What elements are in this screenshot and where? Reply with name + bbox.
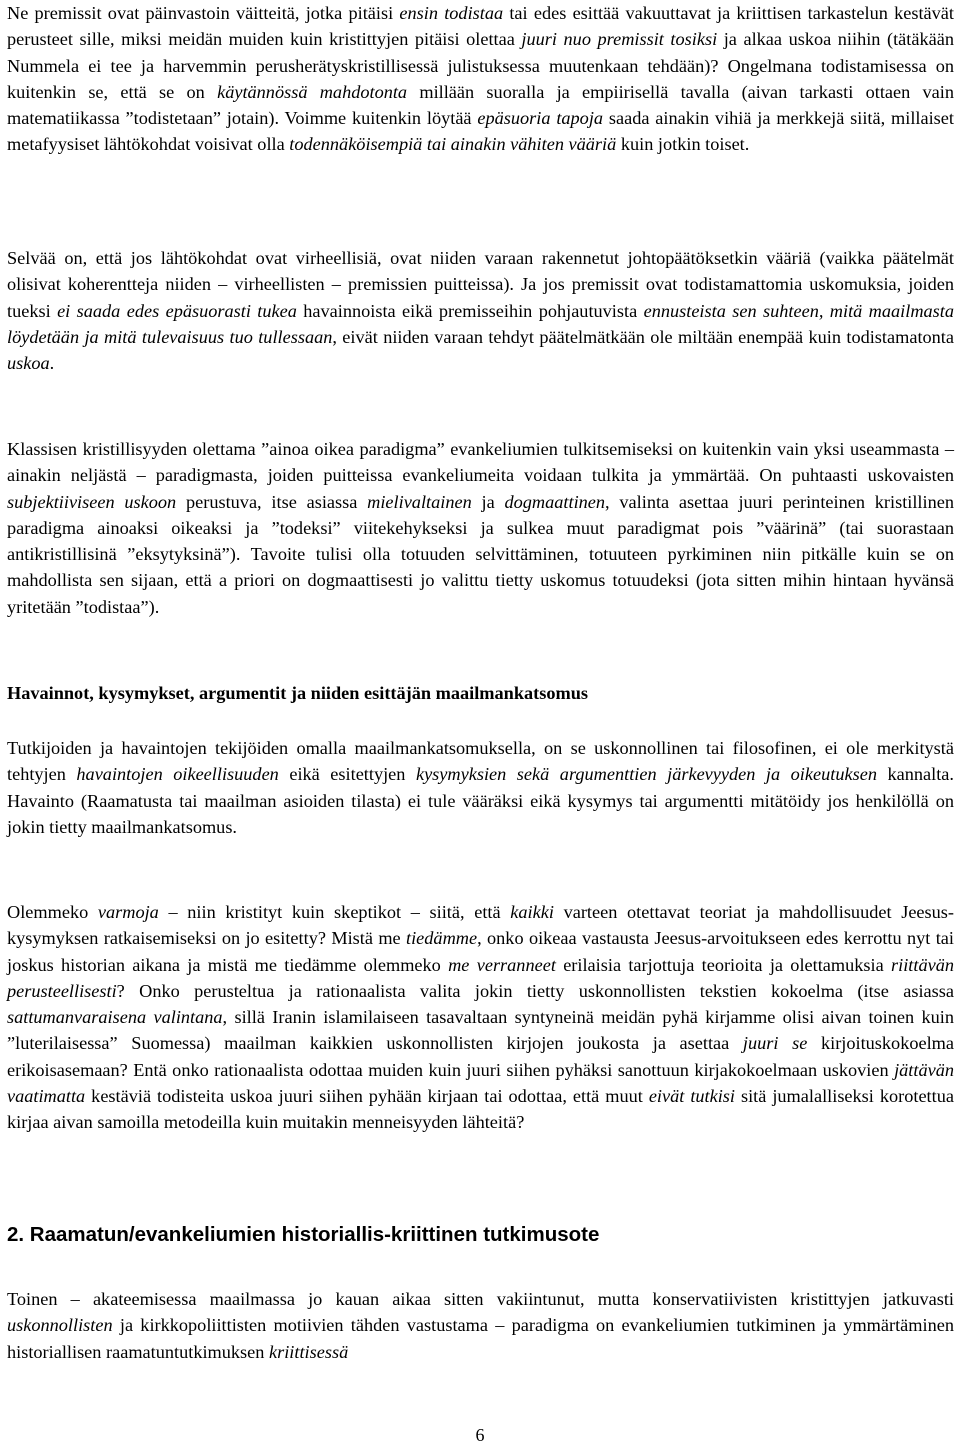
italic-text: eivät tutkisi xyxy=(648,1086,735,1107)
text-run: ? Onko perusteltua ja rationaalista valita jokin tietty uskonnollisten tekstien kokoelma (itse asiassa xyxy=(116,980,954,1001)
text-run: millään suoralla ja empiirisellä tavalla (aivan tarkasti ottaen vain matematiikassa ”todistetaan” jotain). Voimme kuitenkin löytää xyxy=(7,81,955,129)
italic-text: juuri nuo premissit tosiksi xyxy=(521,29,718,50)
body-paragraph xyxy=(7,245,954,376)
italic-text: epäsuoria tapoja xyxy=(477,108,604,129)
text-run: tai edes esittää vakuuttavat ja kriittisen tarkastelun kestävät perusteet sille, miksi meidän muiden kuin kristittyjen pitäisi olettaa xyxy=(7,3,954,50)
text-run: saada ainakin vihiä ja merkkejä siitä, millaiset metafyysiset lähtökohdat voisivat olla xyxy=(7,108,954,155)
section-heading: 2. Raamatun/evankeliumien historiallis-kriittinen tutkimusote xyxy=(7,1223,600,1246)
body-paragraph xyxy=(7,899,954,1136)
text-run: . xyxy=(49,353,55,374)
body-paragraph xyxy=(7,436,954,620)
text-run: varteen otettavat teoriat ja mahdollisuudet Jeesus-kysymyksen ratkaisemiseksi on jo esitetty? Mistä me xyxy=(7,902,955,949)
text-run: ja xyxy=(471,491,505,512)
italic-text: kriittisessä xyxy=(268,1341,349,1362)
text-run: kannalta. Havainto (Raamatusta tai maailman asioiden tilasta) ei tule vääräksi eikä kysymys tai argumentti mitätöidy jos henkilöllä on jokin tietty maailmankatsomus. xyxy=(7,764,954,837)
text-run: ja alkaa uskoa niihin (tätäkään Nummela ei tee ja harvemmin perusherätyskristillisessä julistuksessa muutenkaan tehdään)? Ongelmana todistamisessa on kuitenkin se, että se on xyxy=(7,29,954,102)
italic-text: varmoja xyxy=(97,902,159,922)
text-run: eikä esitettyjen xyxy=(278,764,416,785)
italic-text: havaintojen oikeellisuuden xyxy=(76,764,279,785)
page-number: 6 xyxy=(475,1425,485,1445)
body-paragraph xyxy=(7,0,954,158)
text-run: erilaisia tarjottuja teorioita ja olettamuksia xyxy=(555,954,892,975)
italic-text: dogmaattinen xyxy=(504,491,606,512)
text-run: havainnoista eikä premisseihin pohjautuvista xyxy=(296,300,644,321)
body-paragraph xyxy=(7,1286,954,1365)
text-run: kestäviä todisteita uskoa juuri siihen pyhään kirjaan tai odottaa, että muut xyxy=(85,1086,649,1107)
text-run: Olemmeko xyxy=(7,902,98,922)
italic-text: riittävän perusteellisesti xyxy=(7,954,954,1001)
italic-text: ennusteista sen suhteen, mitä maailmasta löydetään ja mitä tulevaisuus tuo tullessaan xyxy=(7,300,955,347)
subsection-heading: Havainnot, kysymykset, argumentit ja niiden esittäjän maailmankatsomus xyxy=(7,683,588,703)
text-run: Selvää on, että jos lähtökohdat ovat virheellisiä, ovat niiden varaan rakennetut johtopäätöksetkin vääriä (vaikka päätelmät olisivat koherentteja niiden – virheellisten – premissien puitteissa). Ja jos premissit ovat todistamattomia uskomuksia, joiden tueksi xyxy=(7,248,954,321)
text-run: perustuva, itse asiassa xyxy=(176,491,368,512)
italic-text: me verranneet xyxy=(448,954,556,975)
text-run: sitä jumalalliseksi korotettua kirjaa aivan samoilla metodeilla kuin muitakin menneisyyden lähteitä? xyxy=(7,1086,954,1133)
text-run: , valinta asettaa juuri perinteinen kristillinen paradigma ainoaksi oikeaksi ja ”todeksi” viitekehykseksi ja sulkea muut paradigmat pois ”väärinä” (tai suorastaan antikristillisinä ”eksytyksinä”). Tavoite tulisi olla totuuden selvittäminen, totuuteen pyrkiminen niin pitkälle kuin se on mahdollista sen sijaan, että a priori on dogmaattisesti jo valittu tietty uskomus totuudeksi (jota sitten mihin hintaan hyvänsä yritetään ”todistaa”). xyxy=(7,491,954,617)
text-run: kuin jotkin toiset. xyxy=(616,134,750,155)
italic-text: tiedämme xyxy=(406,928,478,949)
text-run: Toinen – akateemisessa maailmassa jo kauan aikaa sitten vakiintunut, mutta konservatiivisten kristittyjen jatkuvasti xyxy=(7,1289,954,1309)
italic-text: mielivaltainen xyxy=(367,491,472,512)
italic-text: jättävän vaatimatta xyxy=(7,1059,954,1107)
italic-text: subjektiiviseen uskoon xyxy=(7,491,177,512)
text-run: Tutkijoiden ja havaintojen tekijöiden omalla maailmankatsomuksella, on se uskonnollinen tai filosofinen, ei ole merkitystä tehtyjen xyxy=(7,738,954,785)
text-run: kirjoituskokoelma erikoisasemaan? Entä onko rationaalista odottaa muiden kuin juuri siihen pyhäksi sanottuun kirjakokoelmaan uskovien xyxy=(7,1033,955,1080)
text-run: , onko oikeaa vastausta Jeesus-arvoitukseen edes kerrottu nyt tai joskus historian aikana ja mistä me tiedämme olemmeko xyxy=(7,928,954,975)
body-paragraph xyxy=(7,735,954,840)
text-run: Klassisen kristillisyyden olettama ”ainoa oikea paradigma” evankeliumien tulkitsemiseksi on kuitenkin vain yksi useammasta – ainakin neljästä – paradigmasta, joiden puitteissa evankeliumeita voidaan tulkita ja ymmärtää. On puhtaasti uskovaisten xyxy=(7,439,954,486)
italic-text: ei saada edes epäsuorasti tukea xyxy=(57,300,297,321)
italic-text: sattumanvaraisena valintana xyxy=(7,1007,223,1028)
italic-text: kysymyksien sekä argumenttien järkevyyden ja oikeutuksen xyxy=(415,764,877,785)
italic-text: juuri se xyxy=(742,1033,808,1054)
text-run: – niin kristityt kuin skeptikot – siitä, että xyxy=(158,902,511,922)
italic-text: uskoa xyxy=(7,353,50,374)
text-run: , eivät niiden varaan tehdyt päätelmätkään ole miltään enempää kuin todistamatonta xyxy=(332,326,954,347)
italic-text: uskonnollisten xyxy=(7,1315,113,1336)
italic-text: todennäköisempiä tai ainakin vähiten vääriä xyxy=(289,134,617,155)
text-run: , sillä Iranin islamilaiseen tasavaltaan syntyneinä meidän pyhä kirjamme olisi aivan toinen kuin ”luterilaisessa” Suomessa) maailman kaikkien uskonnollisten kirjojen joukosta ja asettaa xyxy=(7,1007,954,1054)
italic-text: ensin todistaa xyxy=(399,3,504,23)
italic-text: käytännössä mahdotonta xyxy=(217,81,408,102)
text-run: ja kirkkopoliittisten motiivien tähden vastustama – paradigma on evankeliumien tutkiminen ja ymmärtäminen historiallisen raamatuntutkimuksen xyxy=(7,1315,954,1362)
italic-text: kaikki xyxy=(510,902,554,922)
text-run: Ne premissit ovat päinvastoin väitteitä, jotka pitäisi xyxy=(7,3,400,23)
